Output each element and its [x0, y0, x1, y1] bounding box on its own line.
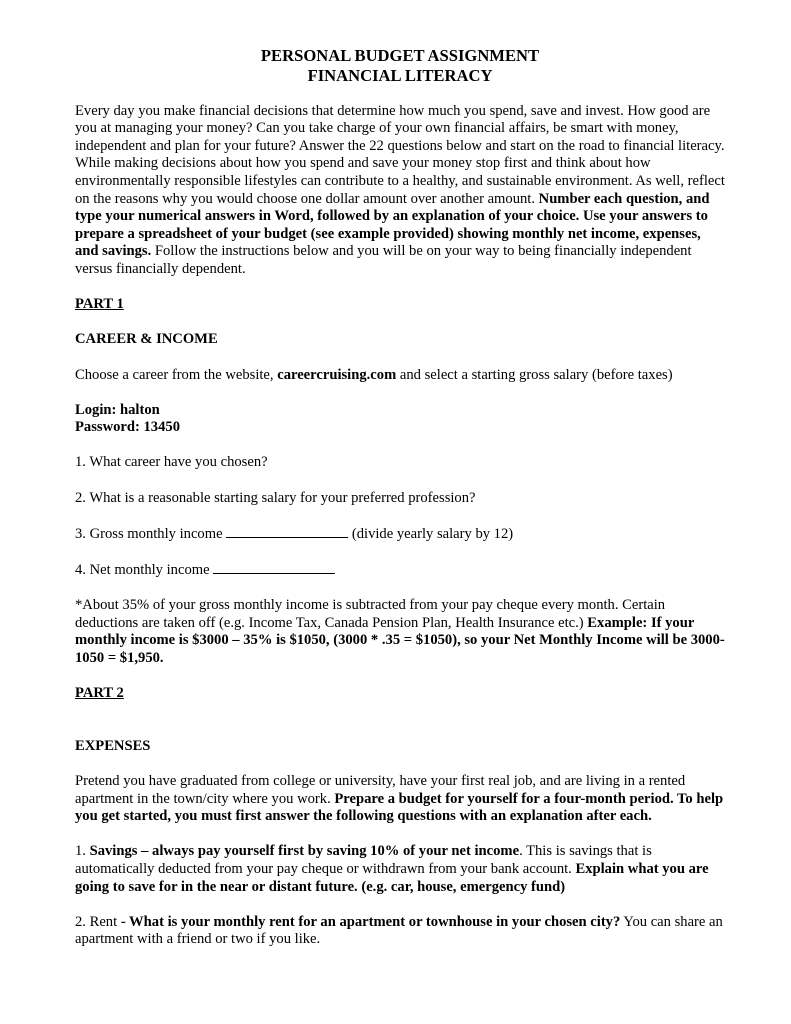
- intro-closing-text: Follow the instructions below and you will be on your way to being financially independent versus financially dependent.: [75, 243, 692, 277]
- login-line: Login: halton: [75, 401, 160, 418]
- rent-text: You can share an apartment with a friend or two if you like.: [75, 913, 723, 948]
- question-3: [75, 525, 725, 544]
- deduction-note-text: *About 35% of your gross monthly income is subtracted from your pay cheque every month. Certain deductions are taken off (e.g. Income Tax, Canada Pension Plan, Health Insurance etc.): [75, 597, 666, 631]
- intro-instructions-bold: Number each question, and type your numerical answers in Word, followed by an explanation of your choice. Use your answers to prepare a spreadsheet of your budget (see example provided) showing monthly net income, expenses, and savings.: [75, 190, 710, 260]
- expenses-intro-bold: Prepare a budget for yourself for a four-month period. To help you get started, you must first answer the following questions with an explanation after each.: [75, 790, 724, 825]
- gross-income-blank: [226, 525, 348, 538]
- deduction-note: [75, 597, 725, 667]
- document-title-line-1: PERSONAL BUDGET ASSIGNMENT: [260, 46, 540, 65]
- expenses-intro-text: Pretend you have graduated from college or university, have your first real job, and are living in a rented apartment in the town/city where you work.: [75, 772, 686, 807]
- question-1: 1. What career have you chosen?: [75, 454, 268, 471]
- choose-career-rest: and select a starting gross salary (before taxes): [396, 366, 673, 383]
- deduction-example-bold: Example: If your monthly income is $3000 – 35% is $1050, (3000 * .35 = $1050), so your Net Monthly Income will be 3000-1050 = $1,950.: [75, 614, 725, 666]
- savings-bold: Savings – always pay yourself first by saving 10% of your net income: [89, 843, 520, 860]
- savings-item: [75, 843, 725, 896]
- career-income-heading: CAREER & INCOME: [75, 331, 218, 348]
- document-title-line-2: FINANCIAL LITERACY: [307, 65, 493, 85]
- document-page: [75, 46, 725, 949]
- savings-text: . This is savings that is automatically deducted from your pay cheque or withdrawn from your bank account.: [75, 843, 652, 877]
- part1-heading: PART 1: [75, 296, 124, 313]
- careercruising-link[interactable]: careercruising.com: [277, 366, 397, 383]
- choose-career-paragraph: [75, 367, 725, 385]
- question-2: 2. What is a reasonable starting salary for your preferred profession?: [75, 489, 476, 506]
- question-3-label: 3. Gross monthly income: [75, 525, 227, 542]
- choose-career-text: Choose a career from the website,: [75, 366, 278, 383]
- intro-paragraph: [75, 103, 725, 279]
- password-line: Password: 13450: [75, 419, 180, 436]
- savings-number: 1.: [75, 843, 90, 860]
- question-4-label: 4. Net monthly income: [75, 562, 214, 579]
- rent-item: [75, 914, 725, 949]
- question-3-hint: (divide yearly salary by 12): [348, 525, 514, 542]
- expenses-heading: EXPENSES: [75, 737, 151, 754]
- intro-text: Every day you make financial decisions that determine how much you spend, save and invest. How good are you at managing your money? Can you take charge of your own financial affairs, be smart with money, independent and plan for your future? Answer the 22 questions below and start on the road to financial literacy. While making decisions about how you spend and save your money stop first and think about how environmentally responsible lifestyles can contribute to a healthy, and sustainable environment. As well, reflect on the reasons why you would choose one dollar amount over another amount.: [75, 102, 725, 207]
- savings-explain-bold: Explain what you are going to save for in the near or distant future. (e.g. car, house, emergency fund): [75, 860, 709, 895]
- expenses-intro-paragraph: [75, 773, 725, 826]
- question-4: [75, 561, 725, 580]
- part2-heading: PART 2: [75, 685, 124, 702]
- rent-bold: - What is your monthly rent for an apartment or townhouse in your chosen city?: [120, 913, 621, 930]
- rent-number: 2. Rent: [75, 913, 121, 930]
- net-income-blank: [213, 561, 335, 574]
